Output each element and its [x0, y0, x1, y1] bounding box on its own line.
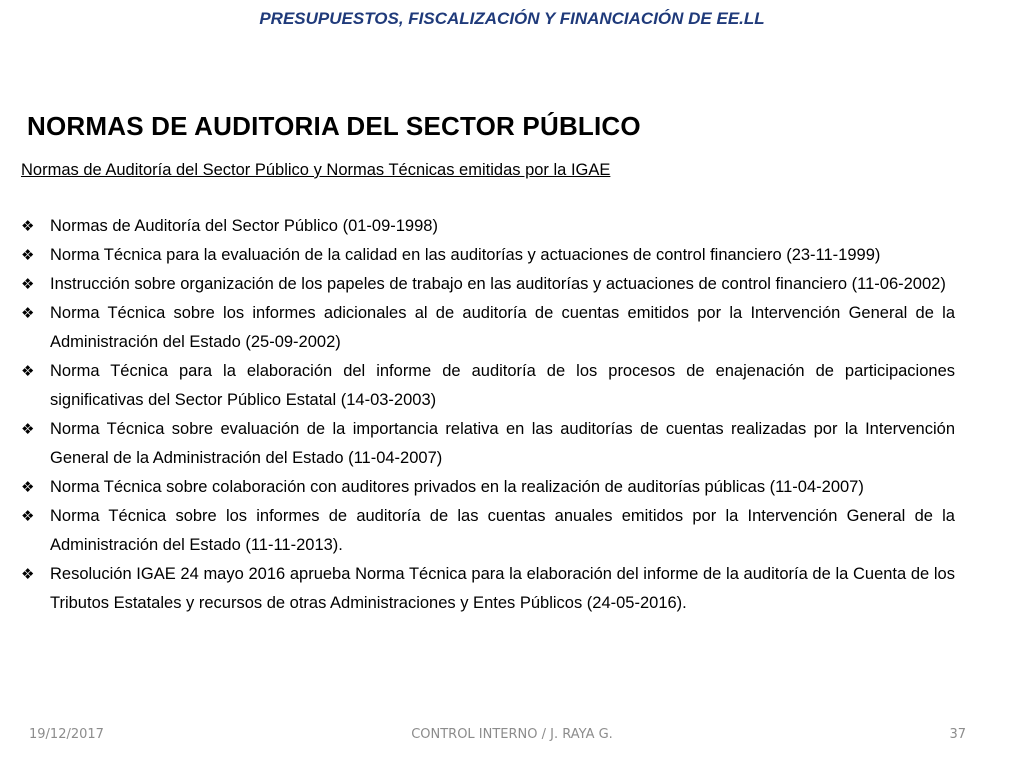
list-item [21, 473, 955, 502]
norms-list [21, 212, 955, 618]
list-item [21, 270, 955, 299]
list-item-text: Resolución IGAE 24 mayo 2016 aprueba Norma Técnica para la elaboración del informe de la auditoría de la Cuenta de los Tributos Estatales y recursos de otras Administraciones y Entes Públicos (24-05-2016). [50, 565, 955, 612]
diamond-bullet-icon: ❖ [21, 363, 35, 380]
diamond-bullet-icon: ❖ [21, 218, 35, 235]
list-item [21, 212, 955, 241]
list-item-text: Norma Técnica sobre los informes adicionales al de auditoría de cuentas emitidos por la Intervención General de la Administración del Estado (25-09-2002) [50, 304, 955, 351]
list-item [21, 357, 955, 415]
footer-date: 19/12/2017 [29, 727, 104, 742]
slide-header: PRESUPUESTOS, FISCALIZACIÓN Y FINANCIACIÓN DE EE.LL [259, 9, 765, 28]
diamond-bullet-icon: ❖ [21, 566, 35, 583]
list-item-text: Norma Técnica sobre evaluación de la importancia relativa en las auditorías de cuentas realizadas por la Intervención General de la Administración del Estado (11-04-2007) [50, 420, 955, 467]
list-item-text: Norma Técnica para la evaluación de la calidad en las auditorías y actuaciones de control financiero (23-11-1999) [50, 246, 881, 264]
diamond-bullet-icon: ❖ [21, 421, 35, 438]
diamond-bullet-icon: ❖ [21, 479, 35, 496]
list-item [21, 415, 955, 473]
diamond-bullet-icon: ❖ [21, 508, 35, 525]
list-item [21, 502, 955, 560]
footer-author: CONTROL INTERNO / J. RAYA G. [411, 727, 613, 742]
list-item [21, 241, 955, 270]
list-item-text: Norma Técnica sobre los informes de auditoría de las cuentas anuales emitidos por la Intervención General de la Administración del Estado (11-11-2013). [50, 507, 955, 554]
slide-title: NORMAS DE AUDITORIA DEL SECTOR PÚBLICO [27, 111, 641, 141]
list-item-text: Norma Técnica para la elaboración del informe de auditoría de los procesos de enajenación de participaciones significativas del Sector Público Estatal (14-03-2003) [50, 362, 955, 409]
list-item-text: Instrucción sobre organización de los papeles de trabajo en las auditorías y actuaciones de control financiero (11-06-2002) [50, 275, 946, 293]
list-item [21, 299, 955, 357]
page-number: 37 [949, 727, 966, 742]
list-item-text: Norma Técnica sobre colaboración con auditores privados en la realización de auditorías públicas (11-04-2007) [50, 478, 864, 496]
diamond-bullet-icon: ❖ [21, 276, 35, 293]
section-subtitle: Normas de Auditoría del Sector Público y Normas Técnicas emitidas por la IGAE [21, 161, 611, 179]
diamond-bullet-icon: ❖ [21, 305, 35, 322]
list-item [21, 560, 955, 618]
diamond-bullet-icon: ❖ [21, 247, 35, 264]
list-item-text: Normas de Auditoría del Sector Público (01-09-1998) [50, 217, 438, 235]
